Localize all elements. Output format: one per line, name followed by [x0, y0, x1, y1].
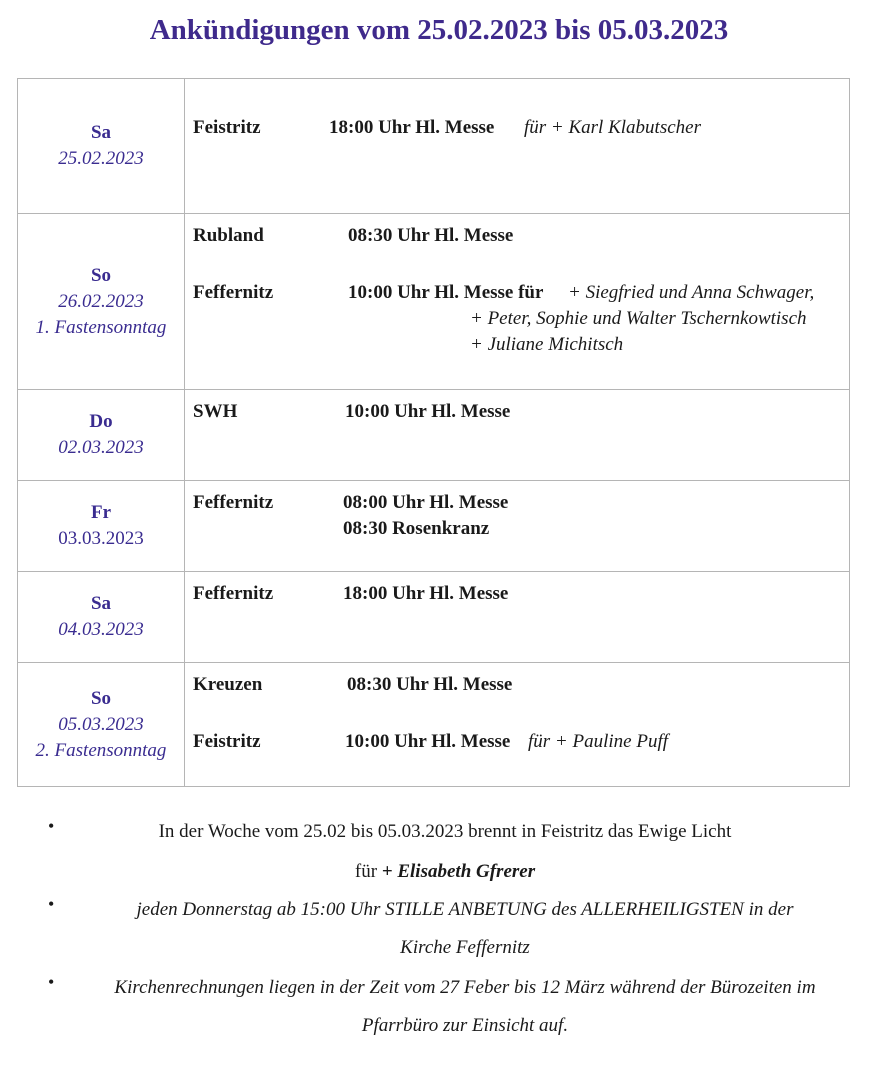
event-intention: + Siegfried und Anna Schwager,	[568, 282, 815, 303]
event-place: Feffernitz	[193, 583, 274, 604]
event-place: Rubland	[193, 225, 264, 246]
event-place: Feffernitz	[193, 492, 274, 513]
day-name: So	[90, 264, 112, 286]
event-time: 18:00 Uhr Hl. Messe	[329, 117, 495, 138]
event-time: 18:00 Uhr Hl. Messe	[343, 583, 509, 604]
table-row	[18, 214, 850, 390]
notice-line: jeden Donnerstag ab 15:00 Uhr STILLE ANBETUNG des ALLERHEILIGSTEN in der	[136, 899, 794, 920]
bullet-icon: •	[48, 972, 55, 992]
table-row	[18, 79, 850, 214]
day-date: 04.03.2023	[58, 619, 144, 640]
day-date: 25.02.2023	[58, 148, 144, 169]
table-row	[18, 390, 850, 481]
day-name: Sa	[90, 122, 112, 143]
event-intention: + Juliane Michitsch	[470, 334, 624, 355]
notice-text: für	[354, 861, 382, 882]
day-date: 26.02.2023	[58, 290, 144, 312]
day-name: So	[90, 687, 112, 709]
day-date: 03.03.2023	[58, 528, 144, 549]
day-date: 05.03.2023	[58, 713, 144, 735]
day-note: 2. Fastensonntag	[35, 739, 167, 761]
notice-line: Kirchenrechnungen liegen in der Zeit vom 27 Feber bis 12 März während der Bürozeiten im	[114, 977, 816, 998]
events-cell	[185, 214, 850, 390]
day-cell	[18, 79, 185, 214]
events-cell	[185, 481, 850, 572]
notice-line: Kirche Feffernitz	[400, 937, 530, 958]
event-time: 10:00 Uhr Hl. Messe	[345, 731, 511, 752]
event-place: Feistritz	[193, 117, 261, 138]
event-place: Kreuzen	[193, 674, 263, 695]
day-cell	[18, 214, 185, 390]
bullet-icon: •	[48, 816, 55, 836]
events-cell	[185, 390, 850, 481]
table-row	[18, 572, 850, 663]
event-time: 08:30 Rosenkranz	[343, 518, 490, 539]
notice-line: Pfarrbüro zur Einsicht auf.	[361, 1015, 569, 1036]
events-cell	[185, 663, 850, 787]
event-time: 08:00 Uhr Hl. Messe	[343, 492, 509, 513]
event-time: 08:30 Uhr Hl. Messe	[347, 674, 513, 695]
day-cell	[18, 572, 185, 663]
day-note: 1. Fastensonntag	[35, 316, 167, 338]
schedule-table	[17, 78, 850, 787]
day-date: 02.03.2023	[58, 437, 144, 458]
day-cell	[18, 390, 185, 481]
day-cell	[18, 663, 185, 787]
day-name: Do	[89, 411, 113, 432]
day-name: Fr	[90, 502, 112, 523]
notice-line	[80, 853, 810, 891]
bullet-icon: •	[48, 894, 55, 914]
event-intention: für + Karl Klabutscher	[524, 117, 701, 138]
event-place: SWH	[193, 401, 238, 422]
page-title: Ankündigungen vom 25.02.2023 bis 05.03.2023	[149, 14, 729, 46]
day-cell	[18, 481, 185, 572]
events-cell	[185, 79, 850, 214]
event-time: 10:00 Uhr Hl. Messe	[345, 401, 511, 422]
events-cell	[185, 572, 850, 663]
event-intention: für + Pauline Puff	[528, 731, 669, 752]
event-time: 08:30 Uhr Hl. Messe	[348, 225, 514, 246]
table-row	[18, 481, 850, 572]
day-name: Sa	[90, 593, 112, 614]
event-time: 10:00 Uhr Hl. Messe für	[348, 282, 544, 303]
notice-line: In der Woche vom 25.02 bis 05.03.2023 brennt in Feistritz das Ewige Licht	[158, 821, 732, 842]
event-place: Feffernitz	[193, 282, 274, 303]
table-row	[18, 663, 850, 787]
event-intention: + Peter, Sophie und Walter Tschernkowtisch	[470, 308, 807, 329]
notice-name: + Elisabeth Gfrerer	[381, 861, 536, 882]
event-place: Feistritz	[193, 731, 261, 752]
